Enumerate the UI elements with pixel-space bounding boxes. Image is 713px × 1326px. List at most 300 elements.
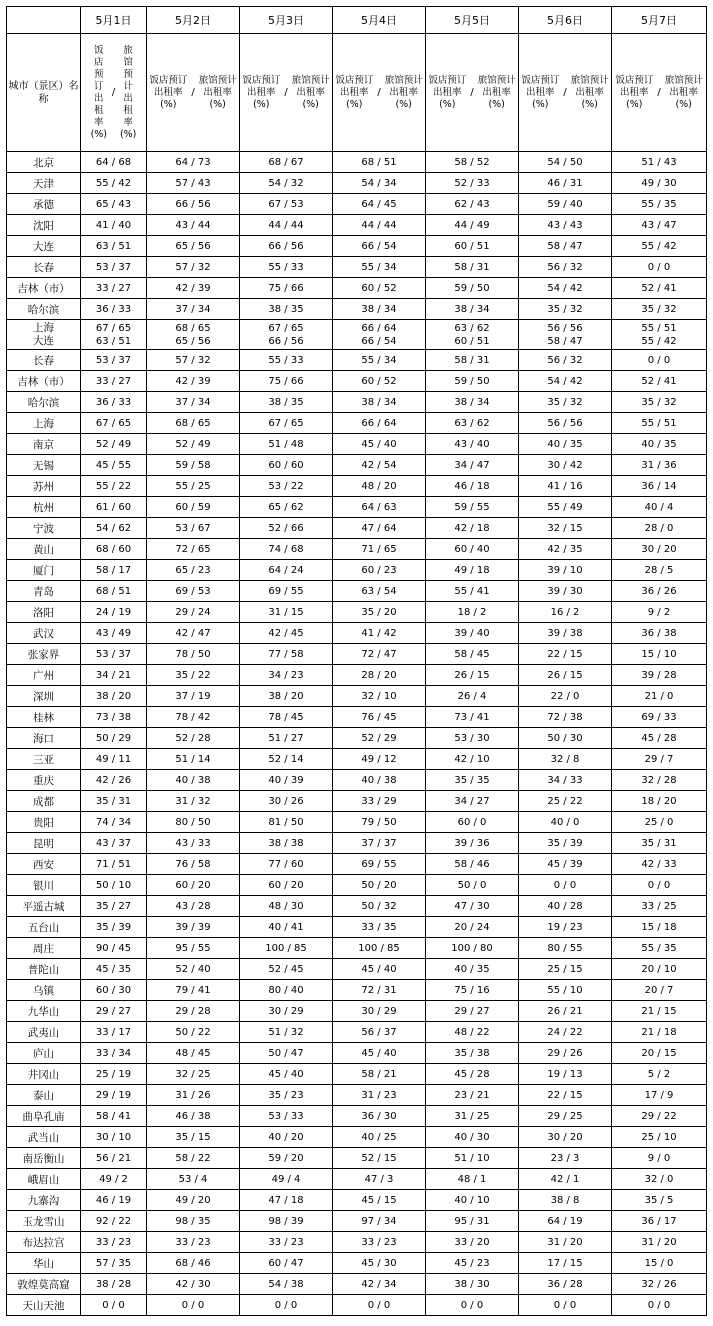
rate-cell: 66 / 56 bbox=[147, 194, 240, 215]
rate-cell: 52 / 28 bbox=[147, 728, 240, 749]
occupancy-table bbox=[6, 6, 707, 1316]
rate-cell: 67 / 65 bbox=[240, 413, 333, 434]
rate-cell: 17 / 15 bbox=[519, 1253, 612, 1274]
rate-cell: 55 / 33 bbox=[240, 350, 333, 371]
rate-cell: 39 / 38 bbox=[519, 623, 612, 644]
city-name-cell: 沈阳 bbox=[7, 215, 81, 236]
rate-subheader bbox=[333, 34, 426, 152]
rate-cell: 20 / 24 bbox=[426, 917, 519, 938]
rate-cell: 20 / 7 bbox=[612, 980, 707, 1001]
rate-cell: 38 / 30 bbox=[426, 1274, 519, 1295]
rate-cell: 44 / 44 bbox=[333, 215, 426, 236]
rate-cell: 54 / 34 bbox=[333, 173, 426, 194]
city-name-cell: 宁波 bbox=[7, 518, 81, 539]
rate-cell: 49 / 20 bbox=[147, 1190, 240, 1211]
rate-cell: 40 / 30 bbox=[426, 1127, 519, 1148]
city-name-cell: 平遥古城 bbox=[7, 896, 81, 917]
rate-cell: 0 / 0 bbox=[612, 875, 707, 896]
rate-cell: 32 / 8 bbox=[519, 749, 612, 770]
city-name-cell: 九寨沟 bbox=[7, 1190, 81, 1211]
rate-cell: 55 / 34 bbox=[333, 350, 426, 371]
rate-cell: 0 / 0 bbox=[333, 1295, 426, 1316]
rate-cell: 34 / 47 bbox=[426, 455, 519, 476]
rate-cell: 90 / 45 bbox=[81, 938, 147, 959]
rate-cell: 68 / 60 bbox=[81, 539, 147, 560]
rate-cell: 60 / 52 bbox=[333, 371, 426, 392]
rate-cell: 44 / 49 bbox=[426, 215, 519, 236]
rate-cell: 64 / 68 bbox=[81, 152, 147, 173]
city-name-cell: 杭州 bbox=[7, 497, 81, 518]
rate-cell: 79 / 50 bbox=[333, 812, 426, 833]
rate-cell: 52 / 41 bbox=[612, 371, 707, 392]
rate-cell: 19 / 13 bbox=[519, 1064, 612, 1085]
rate-subheader bbox=[240, 34, 333, 152]
rate-cell: 33 / 34 bbox=[81, 1043, 147, 1064]
rate-cell: 25 / 10 bbox=[612, 1127, 707, 1148]
rate-cell: 52 / 33 bbox=[426, 173, 519, 194]
table-row bbox=[7, 1043, 707, 1064]
rate-cell: 74 / 68 bbox=[240, 539, 333, 560]
rate-cell: 52 / 66 bbox=[240, 518, 333, 539]
rate-cell: 33 / 17 bbox=[81, 1022, 147, 1043]
rate-cell: 67 / 65 bbox=[81, 413, 147, 434]
rate-cell: 29 / 22 bbox=[612, 1106, 707, 1127]
city-name-cell: 广州 bbox=[7, 665, 81, 686]
rate-cell: 32 / 10 bbox=[333, 686, 426, 707]
rate-cell: 74 / 34 bbox=[81, 812, 147, 833]
rate-cell: 35 / 35 bbox=[426, 770, 519, 791]
rate-cell: 68 / 65 65 / 56 bbox=[147, 320, 240, 350]
rate-cell: 55 / 35 bbox=[612, 194, 707, 215]
city-name-cell: 西安 bbox=[7, 854, 81, 875]
rate-cell: 36 / 38 bbox=[612, 623, 707, 644]
rate-cell: 0 / 0 bbox=[612, 350, 707, 371]
rate-cell: 30 / 20 bbox=[519, 1127, 612, 1148]
rate-cell: 72 / 47 bbox=[333, 644, 426, 665]
rate-cell: 37 / 34 bbox=[147, 392, 240, 413]
rate-cell: 30 / 26 bbox=[240, 791, 333, 812]
rate-subheader bbox=[519, 34, 612, 152]
rate-cell: 42 / 35 bbox=[519, 539, 612, 560]
rate-cell: 33 / 23 bbox=[240, 1232, 333, 1253]
city-name-cell: 敦煌莫高窟 bbox=[7, 1274, 81, 1295]
table-row bbox=[7, 896, 707, 917]
table-row bbox=[7, 581, 707, 602]
city-name-cell: 北京 bbox=[7, 152, 81, 173]
hotel-rate-label: 饭店预订出租率(%) bbox=[428, 74, 467, 110]
inn-rate-label: 旅馆预计出租率(%) bbox=[119, 44, 137, 140]
rate-cell: 52 / 15 bbox=[333, 1148, 426, 1169]
separator: / bbox=[563, 87, 567, 98]
rate-cell: 26 / 4 bbox=[426, 686, 519, 707]
table-row bbox=[7, 728, 707, 749]
city-name-cell: 海口 bbox=[7, 728, 81, 749]
rate-cell: 45 / 40 bbox=[333, 434, 426, 455]
rate-cell: 35 / 32 bbox=[612, 299, 707, 320]
rate-cell: 39 / 10 bbox=[519, 560, 612, 581]
rate-cell: 24 / 22 bbox=[519, 1022, 612, 1043]
city-name-cell: 青岛 bbox=[7, 581, 81, 602]
rate-cell: 35 / 39 bbox=[81, 917, 147, 938]
rate-cell: 0 / 0 bbox=[612, 1295, 707, 1316]
rate-cell: 53 / 37 bbox=[81, 257, 147, 278]
city-name-cell: 乌镇 bbox=[7, 980, 81, 1001]
rate-cell: 40 / 35 bbox=[519, 434, 612, 455]
rate-cell: 38 / 20 bbox=[81, 686, 147, 707]
table-row bbox=[7, 854, 707, 875]
rate-cell: 50 / 0 bbox=[426, 875, 519, 896]
rate-cell: 60 / 20 bbox=[147, 875, 240, 896]
rate-cell: 25 / 22 bbox=[519, 791, 612, 812]
rate-cell: 72 / 38 bbox=[519, 707, 612, 728]
rate-cell: 58 / 31 bbox=[426, 350, 519, 371]
city-name-cell: 桂林 bbox=[7, 707, 81, 728]
rate-cell: 100 / 85 bbox=[240, 938, 333, 959]
city-name-cell: 上海 大连 bbox=[7, 320, 81, 350]
rate-cell: 46 / 18 bbox=[426, 476, 519, 497]
city-name-cell: 三亚 bbox=[7, 749, 81, 770]
rate-cell: 59 / 55 bbox=[426, 497, 519, 518]
rate-cell: 50 / 47 bbox=[240, 1043, 333, 1064]
rate-cell: 36 / 28 bbox=[519, 1274, 612, 1295]
table-row bbox=[7, 371, 707, 392]
rate-cell: 31 / 25 bbox=[426, 1106, 519, 1127]
rate-cell: 32 / 25 bbox=[147, 1064, 240, 1085]
rate-cell: 48 / 22 bbox=[426, 1022, 519, 1043]
rate-cell: 29 / 27 bbox=[81, 1001, 147, 1022]
city-name-cell: 张家界 bbox=[7, 644, 81, 665]
rate-cell: 55 / 51 55 / 42 bbox=[612, 320, 707, 350]
rate-cell: 60 / 51 bbox=[426, 236, 519, 257]
rate-cell: 48 / 30 bbox=[240, 896, 333, 917]
rate-cell: 49 / 2 bbox=[81, 1169, 147, 1190]
rate-cell: 59 / 20 bbox=[240, 1148, 333, 1169]
rate-cell: 63 / 62 60 / 51 bbox=[426, 320, 519, 350]
rate-cell: 50 / 10 bbox=[81, 875, 147, 896]
rate-cell: 60 / 60 bbox=[240, 455, 333, 476]
day-header: 5月7日 bbox=[612, 7, 707, 34]
rate-cell: 64 / 24 bbox=[240, 560, 333, 581]
city-name-cell: 洛阳 bbox=[7, 602, 81, 623]
table-row bbox=[7, 623, 707, 644]
rate-cell: 33 / 27 bbox=[81, 371, 147, 392]
rate-cell: 81 / 50 bbox=[240, 812, 333, 833]
rate-cell: 35 / 32 bbox=[612, 392, 707, 413]
rate-cell: 56 / 56 58 / 47 bbox=[519, 320, 612, 350]
rate-cell: 0 / 0 bbox=[519, 1295, 612, 1316]
separator: / bbox=[657, 87, 661, 98]
rate-cell: 0 / 0 bbox=[519, 875, 612, 896]
city-name-cell: 五台山 bbox=[7, 917, 81, 938]
rate-cell: 50 / 20 bbox=[333, 875, 426, 896]
rate-cell: 33 / 23 bbox=[147, 1232, 240, 1253]
table-row bbox=[7, 518, 707, 539]
rate-cell: 41 / 42 bbox=[333, 623, 426, 644]
table-row bbox=[7, 1001, 707, 1022]
rate-cell: 95 / 31 bbox=[426, 1211, 519, 1232]
rate-cell: 75 / 66 bbox=[240, 278, 333, 299]
rate-cell: 42 / 10 bbox=[426, 749, 519, 770]
rate-cell: 15 / 18 bbox=[612, 917, 707, 938]
rate-cell: 35 / 38 bbox=[426, 1043, 519, 1064]
rate-cell: 41 / 40 bbox=[81, 215, 147, 236]
rate-cell: 63 / 51 bbox=[81, 236, 147, 257]
rate-cell: 43 / 44 bbox=[147, 215, 240, 236]
rate-cell: 47 / 3 bbox=[333, 1169, 426, 1190]
rate-cell: 53 / 67 bbox=[147, 518, 240, 539]
rate-cell: 54 / 32 bbox=[240, 173, 333, 194]
table-row bbox=[7, 539, 707, 560]
city-name-cell: 长春 bbox=[7, 257, 81, 278]
rate-cell: 67 / 53 bbox=[240, 194, 333, 215]
rate-cell: 18 / 20 bbox=[612, 791, 707, 812]
city-name-cell: 厦门 bbox=[7, 560, 81, 581]
table-row bbox=[7, 1022, 707, 1043]
city-name-cell: 天津 bbox=[7, 173, 81, 194]
rate-cell: 50 / 30 bbox=[519, 728, 612, 749]
table-body bbox=[7, 152, 707, 1316]
rate-cell: 30 / 29 bbox=[240, 1001, 333, 1022]
rate-cell: 29 / 26 bbox=[519, 1043, 612, 1064]
table-row bbox=[7, 686, 707, 707]
table-row bbox=[7, 173, 707, 194]
rate-cell: 45 / 35 bbox=[81, 959, 147, 980]
rate-cell: 53 / 4 bbox=[147, 1169, 240, 1190]
rate-cell: 38 / 35 bbox=[240, 392, 333, 413]
rate-cell: 35 / 15 bbox=[147, 1127, 240, 1148]
inn-rate-label: 旅馆预计出租率(%) bbox=[384, 74, 423, 110]
rate-cell: 33 / 25 bbox=[612, 896, 707, 917]
rate-cell: 68 / 51 bbox=[81, 581, 147, 602]
rate-cell: 46 / 19 bbox=[81, 1190, 147, 1211]
table-row bbox=[7, 959, 707, 980]
hotel-rate-label: 饭店预订出租率(%) bbox=[335, 74, 374, 110]
rate-cell: 75 / 66 bbox=[240, 371, 333, 392]
rate-cell: 73 / 41 bbox=[426, 707, 519, 728]
rate-cell: 71 / 51 bbox=[81, 854, 147, 875]
rate-cell: 28 / 5 bbox=[612, 560, 707, 581]
rate-cell: 73 / 38 bbox=[81, 707, 147, 728]
table-row bbox=[7, 644, 707, 665]
rate-cell: 59 / 40 bbox=[519, 194, 612, 215]
city-name-cell: 庐山 bbox=[7, 1043, 81, 1064]
rate-cell: 40 / 39 bbox=[240, 770, 333, 791]
rate-cell: 26 / 21 bbox=[519, 1001, 612, 1022]
rate-cell: 47 / 30 bbox=[426, 896, 519, 917]
rate-cell: 98 / 39 bbox=[240, 1211, 333, 1232]
rate-cell: 77 / 58 bbox=[240, 644, 333, 665]
rate-cell: 58 / 46 bbox=[426, 854, 519, 875]
rate-cell: 50 / 32 bbox=[333, 896, 426, 917]
header-row-days bbox=[7, 7, 707, 34]
rate-cell: 5 / 2 bbox=[612, 1064, 707, 1085]
rate-cell: 72 / 65 bbox=[147, 539, 240, 560]
rate-cell: 66 / 54 bbox=[333, 236, 426, 257]
rate-cell: 40 / 4 bbox=[612, 497, 707, 518]
rate-cell: 21 / 18 bbox=[612, 1022, 707, 1043]
city-name-cell: 重庆 bbox=[7, 770, 81, 791]
rate-cell: 53 / 37 bbox=[81, 350, 147, 371]
rate-cell: 29 / 27 bbox=[426, 1001, 519, 1022]
table-row bbox=[7, 1274, 707, 1295]
rate-cell: 39 / 36 bbox=[426, 833, 519, 854]
rate-cell: 51 / 43 bbox=[612, 152, 707, 173]
rate-cell: 42 / 45 bbox=[240, 623, 333, 644]
rate-cell: 31 / 20 bbox=[612, 1232, 707, 1253]
rate-cell: 60 / 30 bbox=[81, 980, 147, 1001]
rate-cell: 60 / 20 bbox=[240, 875, 333, 896]
city-name-cell: 武当山 bbox=[7, 1127, 81, 1148]
separator: / bbox=[111, 87, 116, 98]
rate-cell: 35 / 23 bbox=[240, 1085, 333, 1106]
rate-cell: 60 / 0 bbox=[426, 812, 519, 833]
rate-cell: 0 / 0 bbox=[81, 1295, 147, 1316]
rate-cell: 43 / 37 bbox=[81, 833, 147, 854]
table-row bbox=[7, 476, 707, 497]
separator: / bbox=[377, 87, 381, 98]
table-row bbox=[7, 434, 707, 455]
rate-cell: 48 / 1 bbox=[426, 1169, 519, 1190]
hotel-rate-label: 饭店预订出租率(%) bbox=[615, 74, 654, 110]
rate-cell: 35 / 32 bbox=[519, 299, 612, 320]
rate-cell: 19 / 23 bbox=[519, 917, 612, 938]
rate-cell: 25 / 0 bbox=[612, 812, 707, 833]
rate-cell: 53 / 33 bbox=[240, 1106, 333, 1127]
city-name-cell: 曲阜孔庙 bbox=[7, 1106, 81, 1127]
rate-cell: 54 / 50 bbox=[519, 152, 612, 173]
rate-cell: 40 / 28 bbox=[519, 896, 612, 917]
city-name-cell: 昆明 bbox=[7, 833, 81, 854]
rate-cell: 95 / 55 bbox=[147, 938, 240, 959]
rate-cell: 36 / 26 bbox=[612, 581, 707, 602]
rate-cell: 78 / 50 bbox=[147, 644, 240, 665]
rate-cell: 71 / 65 bbox=[333, 539, 426, 560]
rate-cell: 80 / 55 bbox=[519, 938, 612, 959]
rate-cell: 32 / 15 bbox=[519, 518, 612, 539]
rate-cell: 42 / 30 bbox=[147, 1274, 240, 1295]
rate-cell: 42 / 26 bbox=[81, 770, 147, 791]
rate-cell: 98 / 35 bbox=[147, 1211, 240, 1232]
rate-cell: 40 / 38 bbox=[147, 770, 240, 791]
city-name-cell: 哈尔滨 bbox=[7, 392, 81, 413]
day-header: 5月1日 bbox=[81, 7, 147, 34]
rate-cell: 30 / 10 bbox=[81, 1127, 147, 1148]
table-row bbox=[7, 194, 707, 215]
table-row bbox=[7, 1232, 707, 1253]
rate-cell: 79 / 41 bbox=[147, 980, 240, 1001]
table-row bbox=[7, 875, 707, 896]
rate-cell: 97 / 34 bbox=[333, 1211, 426, 1232]
rate-cell: 57 / 32 bbox=[147, 350, 240, 371]
rate-cell: 45 / 15 bbox=[333, 1190, 426, 1211]
rate-cell: 65 / 23 bbox=[147, 560, 240, 581]
rate-cell: 28 / 0 bbox=[612, 518, 707, 539]
rate-cell: 58 / 22 bbox=[147, 1148, 240, 1169]
rate-cell: 28 / 20 bbox=[333, 665, 426, 686]
rate-cell: 43 / 40 bbox=[426, 434, 519, 455]
rate-cell: 54 / 38 bbox=[240, 1274, 333, 1295]
rate-cell: 31 / 26 bbox=[147, 1085, 240, 1106]
rate-cell: 49 / 30 bbox=[612, 173, 707, 194]
table-row bbox=[7, 1127, 707, 1148]
rate-cell: 58 / 45 bbox=[426, 644, 519, 665]
table-row bbox=[7, 833, 707, 854]
rate-cell: 54 / 42 bbox=[519, 278, 612, 299]
rate-cell: 35 / 31 bbox=[81, 791, 147, 812]
rate-cell: 44 / 44 bbox=[240, 215, 333, 236]
separator: / bbox=[284, 87, 288, 98]
rate-cell: 45 / 23 bbox=[426, 1253, 519, 1274]
table-row bbox=[7, 1169, 707, 1190]
table-row bbox=[7, 770, 707, 791]
rate-cell: 20 / 15 bbox=[612, 1043, 707, 1064]
corner-cell bbox=[7, 7, 81, 34]
table-row bbox=[7, 1211, 707, 1232]
hotel-rate-label: 饭店预订出租率(%) bbox=[521, 74, 560, 110]
rate-cell: 40 / 20 bbox=[240, 1127, 333, 1148]
header-row-subheaders bbox=[7, 34, 707, 152]
rate-cell: 31 / 32 bbox=[147, 791, 240, 812]
inn-rate-label: 旅馆预计出租率(%) bbox=[198, 74, 237, 110]
rate-cell: 56 / 37 bbox=[333, 1022, 426, 1043]
rate-cell: 22 / 15 bbox=[519, 644, 612, 665]
rate-cell: 58 / 21 bbox=[333, 1064, 426, 1085]
rate-cell: 45 / 39 bbox=[519, 854, 612, 875]
rate-cell: 35 / 31 bbox=[612, 833, 707, 854]
table-row bbox=[7, 299, 707, 320]
city-name-cell: 哈尔滨 bbox=[7, 299, 81, 320]
table-row bbox=[7, 1190, 707, 1211]
rate-cell: 35 / 22 bbox=[147, 665, 240, 686]
rate-cell: 38 / 34 bbox=[333, 392, 426, 413]
rate-cell: 37 / 19 bbox=[147, 686, 240, 707]
table-row bbox=[7, 1295, 707, 1316]
rate-cell: 55 / 33 bbox=[240, 257, 333, 278]
rate-cell: 34 / 21 bbox=[81, 665, 147, 686]
rate-subheader bbox=[612, 34, 707, 152]
rate-cell: 45 / 28 bbox=[612, 728, 707, 749]
rate-cell: 42 / 34 bbox=[333, 1274, 426, 1295]
table-row bbox=[7, 392, 707, 413]
city-name-cell: 黄山 bbox=[7, 539, 81, 560]
table-row bbox=[7, 1253, 707, 1274]
rate-cell: 100 / 80 bbox=[426, 938, 519, 959]
rate-cell: 42 / 47 bbox=[147, 623, 240, 644]
city-name-cell: 华山 bbox=[7, 1253, 81, 1274]
table-row bbox=[7, 1148, 707, 1169]
table-row bbox=[7, 1085, 707, 1106]
rate-cell: 40 / 38 bbox=[333, 770, 426, 791]
rate-cell: 43 / 47 bbox=[612, 215, 707, 236]
rate-cell: 55 / 49 bbox=[519, 497, 612, 518]
city-name-cell: 大连 bbox=[7, 236, 81, 257]
rate-cell: 64 / 19 bbox=[519, 1211, 612, 1232]
day-header: 5月6日 bbox=[519, 7, 612, 34]
rate-cell: 58 / 41 bbox=[81, 1106, 147, 1127]
inn-rate-label: 旅馆预计出租率(%) bbox=[477, 74, 516, 110]
rate-cell: 56 / 32 bbox=[519, 257, 612, 278]
rate-cell: 52 / 29 bbox=[333, 728, 426, 749]
rate-cell: 42 / 39 bbox=[147, 371, 240, 392]
rate-cell: 51 / 27 bbox=[240, 728, 333, 749]
rate-cell: 45 / 40 bbox=[333, 959, 426, 980]
rate-cell: 43 / 49 bbox=[81, 623, 147, 644]
table-row bbox=[7, 278, 707, 299]
rate-cell: 31 / 36 bbox=[612, 455, 707, 476]
rate-cell: 29 / 19 bbox=[81, 1085, 147, 1106]
rate-cell: 9 / 0 bbox=[612, 1148, 707, 1169]
rate-cell: 54 / 42 bbox=[519, 371, 612, 392]
